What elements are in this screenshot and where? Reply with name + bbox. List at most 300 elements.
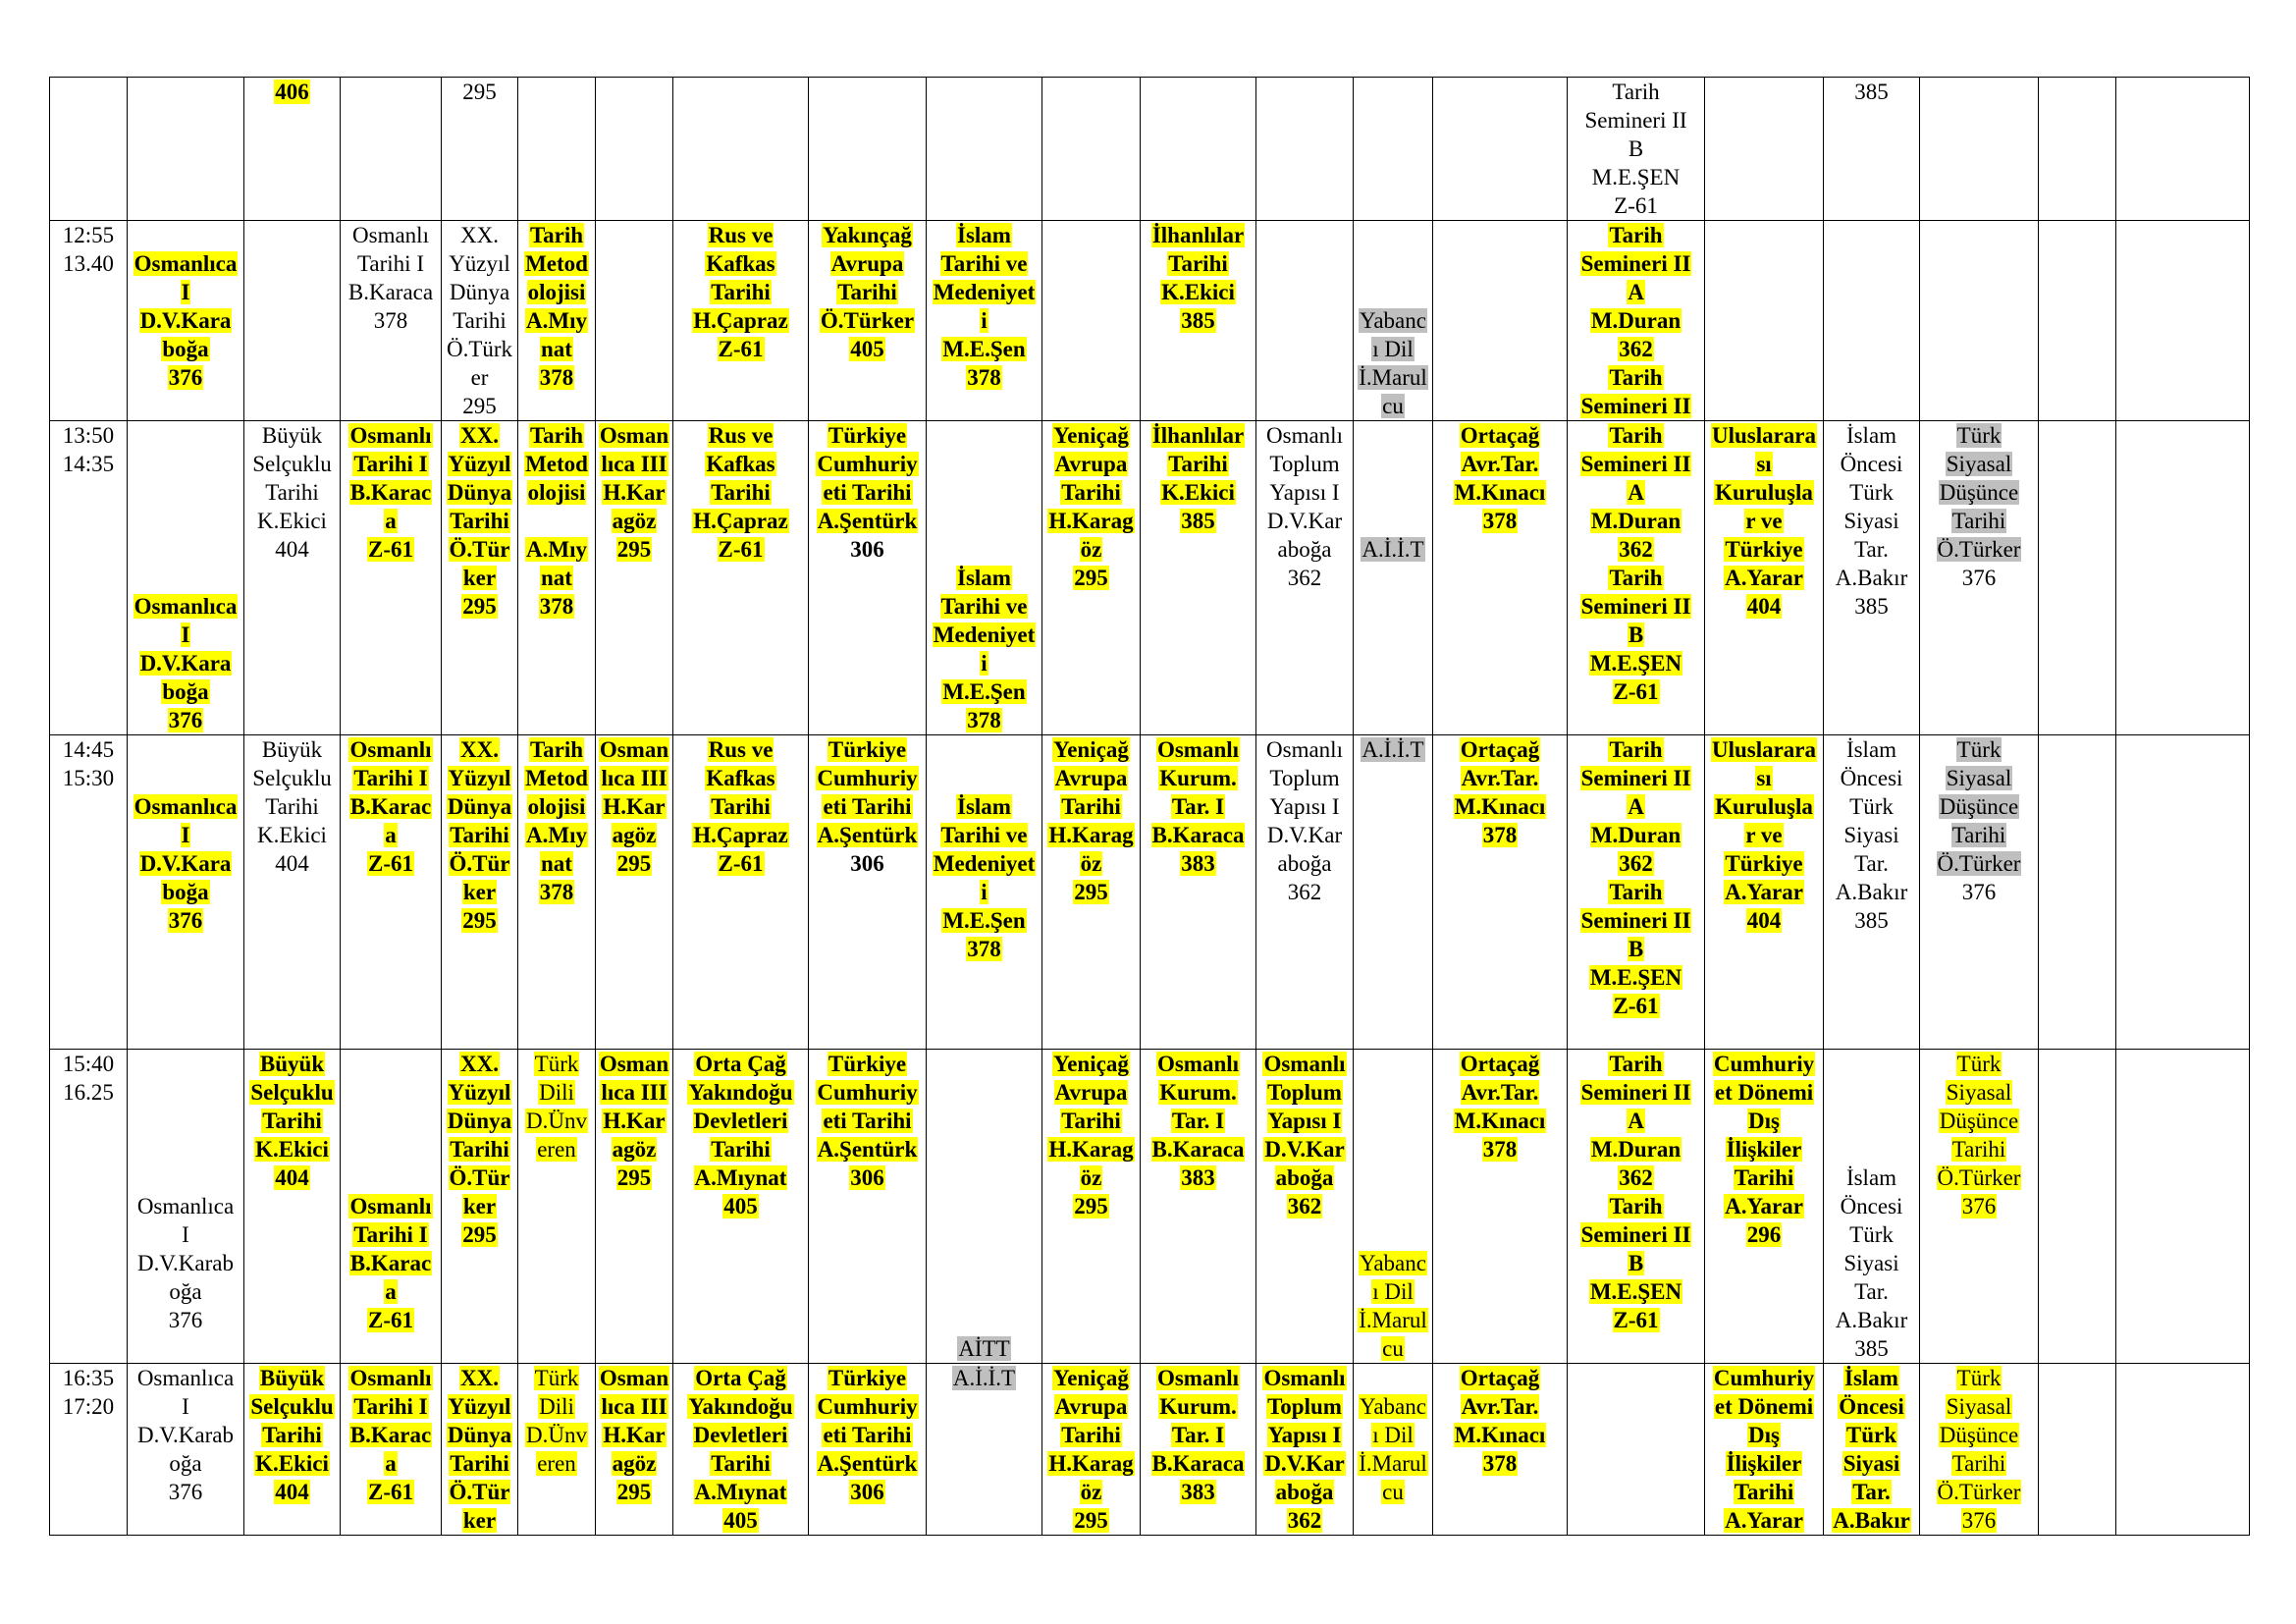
course-line — [245, 1050, 339, 1078]
course-text: A.Şentürk — [817, 1137, 918, 1162]
course-text: 295 — [462, 1222, 497, 1247]
course-text: Ortaçağ — [1460, 1366, 1540, 1390]
course-text: Tarihi — [1734, 1480, 1794, 1504]
course-cell — [442, 1364, 518, 1536]
course-text: A.Yarar — [1725, 1508, 1803, 1533]
course-line — [674, 335, 807, 363]
course-text: Yüzyıl — [448, 1394, 511, 1419]
course-text: Türkiye — [828, 423, 907, 448]
course-text: Z-61 — [1613, 994, 1659, 1018]
course-line — [1142, 1392, 1255, 1421]
course-line — [810, 478, 925, 507]
course-line — [519, 592, 594, 621]
course-text: Osmanlıca — [136, 1366, 235, 1390]
empty-cell — [1433, 221, 1568, 421]
course-text: Devletleri — [693, 1109, 788, 1133]
course-cell — [1705, 421, 1824, 735]
course-text: Siyasal — [1946, 1080, 2012, 1105]
course-cell — [128, 221, 244, 421]
course-text: Yakındoğu — [688, 1394, 793, 1419]
course-line — [597, 1449, 671, 1478]
course-line — [1706, 1050, 1822, 1078]
empty-cell — [518, 78, 596, 221]
course-text: K.Ekici — [257, 823, 327, 847]
course-line — [928, 306, 1041, 335]
empty-cell — [2116, 421, 2250, 735]
course-line — [1043, 792, 1139, 821]
course-text: olojisi — [527, 280, 586, 304]
course-line — [1921, 735, 2037, 764]
course-text: M.Kınacı — [1454, 480, 1546, 505]
course-line — [928, 849, 1041, 878]
course-text: Semineri II — [1580, 766, 1691, 790]
course-text: Tarihi — [711, 794, 771, 819]
course-line — [1825, 450, 1918, 478]
course-text: Tarihi — [265, 794, 319, 819]
course-text: 295 — [462, 80, 497, 104]
course-line — [1569, 478, 1703, 507]
course-text: Tarih — [529, 737, 584, 762]
course-text: Tarihi — [262, 1109, 322, 1133]
empty-cell — [809, 78, 927, 221]
course-line — [1257, 878, 1352, 906]
course-line — [1825, 1392, 1918, 1421]
course-text: 295 — [462, 394, 497, 418]
course-cell — [1920, 421, 2039, 735]
course-line — [443, 1135, 516, 1164]
course-cell — [442, 421, 518, 735]
course-text: Tarihi — [1734, 1165, 1794, 1190]
course-text: Büyük — [259, 1366, 325, 1390]
course-line — [928, 363, 1041, 392]
course-text: A.Şentürk — [817, 823, 918, 847]
course-line — [129, 335, 242, 363]
course-line — [519, 821, 594, 849]
course-line — [1043, 1478, 1139, 1506]
course-text: 404 — [275, 537, 309, 562]
course-line — [1569, 1220, 1703, 1249]
course-line — [597, 1364, 671, 1392]
course-line — [1825, 1334, 1918, 1363]
course-line — [1921, 1050, 2037, 1078]
course-cell — [1042, 1050, 1141, 1364]
schedule-row — [50, 421, 2250, 735]
course-line — [1257, 1421, 1352, 1449]
course-line — [1569, 221, 1703, 249]
course-line — [443, 1421, 516, 1449]
course-line — [1355, 735, 1431, 764]
course-cell — [1354, 421, 1433, 735]
time-slot-cell — [50, 221, 128, 421]
course-text: Siyasi — [1842, 1451, 1900, 1476]
course-line — [245, 1364, 339, 1392]
course-text: Türkiye — [1725, 851, 1803, 876]
course-line — [443, 249, 516, 278]
course-text: 295 — [1074, 566, 1108, 590]
course-line — [1434, 821, 1566, 849]
course-cell — [1705, 735, 1824, 1050]
course-cell — [341, 421, 442, 735]
course-line — [1434, 764, 1566, 792]
course-cell — [596, 421, 673, 735]
course-text: Tarihi — [265, 480, 319, 505]
course-line — [597, 1478, 671, 1506]
course-line — [1706, 1135, 1822, 1164]
course-text: B.Karac — [349, 1423, 432, 1447]
course-text: Osman — [599, 1052, 669, 1076]
course-line — [129, 278, 242, 306]
course-text: Türkiye — [1725, 537, 1803, 562]
course-line — [443, 821, 516, 849]
schedule-row — [50, 221, 2250, 421]
course-cell — [1433, 1050, 1568, 1364]
course-text: I — [181, 823, 190, 847]
course-line — [1434, 1107, 1566, 1135]
course-line — [1569, 335, 1703, 363]
course-line — [1043, 564, 1139, 592]
course-line — [1142, 849, 1255, 878]
course-text: öz — [1080, 537, 1102, 562]
course-line — [1257, 421, 1352, 450]
course-line — [245, 792, 339, 821]
course-text: Avrupa — [830, 251, 904, 276]
course-text: Dili — [539, 1080, 574, 1105]
course-text: İslam — [1845, 423, 1897, 448]
course-text: D.V.Karab — [137, 1251, 234, 1275]
course-text: B — [1628, 937, 1644, 961]
course-line — [674, 1192, 807, 1220]
course-line — [443, 1078, 516, 1107]
course-text: I — [181, 623, 190, 647]
schedule-table — [49, 77, 2250, 1536]
course-cell — [1354, 1050, 1433, 1364]
course-cell — [927, 1050, 1042, 1364]
empty-cell — [1042, 221, 1141, 421]
course-cell — [1824, 78, 1920, 221]
course-line — [342, 735, 440, 764]
course-line — [1257, 1364, 1352, 1392]
course-line — [1569, 878, 1703, 906]
course-line — [443, 1392, 516, 1421]
course-text: Türk — [534, 1052, 579, 1076]
course-line — [674, 1421, 807, 1449]
course-line — [1825, 1164, 1918, 1192]
course-text: Yakındoğu — [688, 1080, 793, 1105]
course-text: H.Kar — [603, 1109, 666, 1133]
course-text: Kafkas — [706, 251, 775, 276]
empty-cell — [1141, 78, 1256, 221]
course-text: Medeniyet — [933, 280, 1036, 304]
course-line — [810, 278, 925, 306]
course-line — [1921, 535, 2037, 564]
course-line — [1043, 735, 1139, 764]
course-text: M.Kınacı — [1454, 1109, 1546, 1133]
course-text: Tarihi — [1168, 251, 1228, 276]
course-line — [1921, 1135, 2037, 1164]
course-line — [1921, 849, 2037, 878]
course-cell — [244, 78, 341, 221]
course-cell — [1824, 1050, 1920, 1364]
course-text: Avrupa — [1054, 1080, 1128, 1105]
course-text: D.V.Kar — [1266, 509, 1343, 533]
time-end: 15:30 — [62, 766, 115, 790]
course-text: Öncesi — [1840, 766, 1903, 790]
course-text: Tarihi I — [353, 1394, 428, 1419]
course-line — [519, 335, 594, 363]
course-line — [1706, 1449, 1822, 1478]
course-line — [1921, 421, 2037, 450]
course-text: 306 — [850, 1165, 884, 1190]
course-line — [519, 450, 594, 478]
empty-cell — [1354, 78, 1433, 221]
course-text: lıca III — [601, 452, 667, 476]
course-text: Dünya — [447, 1423, 512, 1447]
course-line — [1355, 392, 1431, 420]
course-text: XX. — [460, 1052, 499, 1076]
course-line — [1825, 821, 1918, 849]
course-text: boğa — [162, 679, 209, 704]
course-text: Tarihi — [453, 308, 507, 333]
course-text: Z-61 — [718, 537, 764, 562]
course-line — [342, 764, 440, 792]
course-line — [1257, 1478, 1352, 1506]
course-line — [928, 792, 1041, 821]
course-cell — [673, 735, 809, 1050]
course-line — [810, 507, 925, 535]
course-line — [674, 764, 807, 792]
course-line — [1921, 821, 2037, 849]
course-line — [1569, 278, 1703, 306]
course-line — [1706, 1364, 1822, 1392]
course-text: Ö.Tür — [449, 1480, 510, 1504]
course-text: 295 — [616, 1165, 652, 1190]
course-line — [443, 1107, 516, 1135]
empty-cell — [341, 78, 442, 221]
course-text: Tarih — [529, 423, 584, 448]
course-text: Semineri II — [1584, 108, 1687, 133]
course-cell — [244, 421, 341, 735]
course-text: Tarih — [1609, 737, 1663, 762]
course-line — [597, 1050, 671, 1078]
course-line — [1706, 1421, 1822, 1449]
course-text: A.Yarar — [1725, 566, 1803, 590]
course-line — [1921, 1164, 2037, 1192]
course-text: İ.Marul — [1359, 365, 1427, 390]
course-text: B.Karaca — [347, 280, 434, 304]
course-text: Yapısı I — [1267, 1423, 1342, 1447]
course-text: Düşünce — [1939, 480, 2019, 505]
course-text: 405 — [850, 337, 884, 361]
course-text: A.Şentürk — [817, 509, 918, 533]
course-text: B.Karaca — [1151, 1137, 1245, 1162]
course-line — [1569, 849, 1703, 878]
course-line — [443, 906, 516, 935]
course-line — [597, 421, 671, 450]
course-cell — [244, 1364, 341, 1536]
course-line — [928, 878, 1041, 906]
course-line — [1921, 450, 2037, 478]
course-text: Siyasi — [1843, 1251, 1899, 1275]
course-line — [129, 621, 242, 649]
course-line — [1434, 1078, 1566, 1107]
course-text: Selçuklu — [252, 452, 332, 476]
time-start: 12:55 — [62, 223, 115, 247]
course-text: Türkiye — [828, 1052, 907, 1076]
course-line — [928, 706, 1041, 734]
course-line — [1043, 821, 1139, 849]
course-text: i — [981, 308, 988, 333]
course-text: Büyük — [259, 1052, 325, 1076]
course-text: Tarihi — [1061, 1109, 1121, 1133]
course-line — [129, 849, 242, 878]
course-text: Yüzyıl — [448, 452, 511, 476]
course-line — [519, 249, 594, 278]
course-line — [597, 450, 671, 478]
time-slot-cell — [50, 421, 128, 735]
course-line — [519, 507, 594, 535]
course-line — [928, 1334, 1041, 1363]
course-cell — [1824, 735, 1920, 1050]
course-cell — [1042, 421, 1141, 735]
course-text: 376 — [1961, 1194, 1997, 1218]
course-text: Uluslarara — [1711, 423, 1817, 448]
course-line — [1142, 1050, 1255, 1078]
course-text: Osmanlı — [1266, 423, 1343, 448]
course-line — [1569, 535, 1703, 564]
empty-cell — [1568, 1364, 1705, 1536]
course-text: Z-61 — [718, 337, 764, 361]
course-line — [129, 878, 242, 906]
course-line — [674, 221, 807, 249]
course-text: öz — [1080, 1165, 1102, 1190]
course-text: Tarih — [1609, 880, 1663, 904]
course-text: İslam — [1845, 737, 1897, 762]
course-text: XX. — [460, 1366, 499, 1390]
course-text: 362 — [1287, 1194, 1322, 1218]
course-text: Tarihi — [711, 280, 771, 304]
course-text: Tarihi — [450, 823, 509, 847]
course-text: D.V.Kara — [139, 308, 232, 333]
course-text: Cumhuriy — [817, 452, 918, 476]
course-text: 296 — [1746, 1222, 1782, 1247]
course-text: Tarih — [1609, 223, 1663, 247]
course-line — [245, 507, 339, 535]
course-text: K.Ekici — [1161, 480, 1235, 505]
course-text: 378 — [539, 880, 574, 904]
course-line — [1569, 649, 1703, 677]
course-text: Tarih — [1609, 365, 1663, 390]
course-line — [1706, 1164, 1822, 1192]
course-line — [1706, 450, 1822, 478]
course-text: Türk — [1956, 1052, 2002, 1076]
course-line — [1569, 1078, 1703, 1107]
course-text: 378 — [1482, 1137, 1518, 1162]
course-line — [519, 764, 594, 792]
course-text: M.E.Şen — [942, 337, 1026, 361]
course-line — [342, 221, 440, 249]
course-cell — [442, 735, 518, 1050]
course-line — [674, 535, 807, 564]
course-line — [1706, 1192, 1822, 1220]
course-line — [1569, 1249, 1703, 1277]
course-line — [1569, 821, 1703, 849]
course-line — [342, 1220, 440, 1249]
course-text: İslam — [957, 223, 1011, 247]
course-line — [1434, 478, 1566, 507]
course-line — [342, 1306, 440, 1334]
course-cell — [518, 1050, 596, 1364]
course-line — [1142, 821, 1255, 849]
course-line — [245, 1135, 339, 1164]
course-text: İslam — [957, 794, 1011, 819]
course-cell — [596, 735, 673, 1050]
course-cell — [596, 1050, 673, 1364]
course-line — [810, 1364, 925, 1392]
course-line — [1825, 1506, 1918, 1535]
course-line — [928, 906, 1041, 935]
empty-cell — [2039, 1050, 2116, 1364]
course-cell — [927, 221, 1042, 421]
course-cell — [596, 1364, 673, 1536]
course-line — [1257, 450, 1352, 478]
course-text: İslam — [1845, 1165, 1897, 1190]
course-text: 378 — [1482, 823, 1518, 847]
time-end: 17:20 — [62, 1394, 115, 1419]
course-text: Ö.Tür — [449, 851, 510, 876]
course-line — [674, 1506, 807, 1535]
course-line — [129, 1220, 242, 1249]
course-line — [1569, 363, 1703, 392]
course-text: İslam — [1844, 1366, 1898, 1390]
course-text: K.Ekici — [255, 1137, 329, 1162]
course-line — [1142, 1078, 1255, 1107]
course-text: Büyük — [261, 423, 323, 448]
course-line — [1142, 421, 1255, 450]
course-text: ker — [462, 1194, 497, 1218]
course-text: Öncesi — [1840, 1194, 1903, 1218]
course-line — [342, 278, 440, 306]
course-line — [1434, 1392, 1566, 1421]
course-text: ker — [462, 566, 497, 590]
course-text: Ortaçağ — [1460, 1052, 1540, 1076]
course-text: Tarihi ve — [940, 251, 1028, 276]
course-line — [129, 592, 242, 621]
course-line — [443, 1050, 516, 1078]
course-cell — [1824, 421, 1920, 735]
course-text: aboğa — [1277, 537, 1332, 562]
course-line — [519, 306, 594, 335]
empty-cell — [596, 78, 673, 221]
course-text: Yüzyıl — [448, 1080, 511, 1105]
course-text: M.E.ŞEN — [1589, 651, 1682, 676]
course-line — [1355, 335, 1431, 363]
course-text: 404 — [1746, 594, 1782, 619]
course-text: H.Kar — [603, 1423, 666, 1447]
course-line — [1825, 792, 1918, 821]
course-line — [1706, 478, 1822, 507]
empty-cell — [2116, 221, 2250, 421]
course-cell — [673, 221, 809, 421]
course-line — [674, 1449, 807, 1478]
course-line — [1706, 735, 1822, 764]
course-text: Türkiye — [828, 737, 907, 762]
course-text: Tarih — [1609, 1194, 1663, 1218]
course-text: İlişkiler — [1726, 1451, 1802, 1476]
course-line — [245, 1392, 339, 1421]
time-end: 14:35 — [62, 452, 115, 476]
course-text: eti Tarihi — [823, 1109, 912, 1133]
course-text: D.V.Karab — [137, 1423, 234, 1447]
